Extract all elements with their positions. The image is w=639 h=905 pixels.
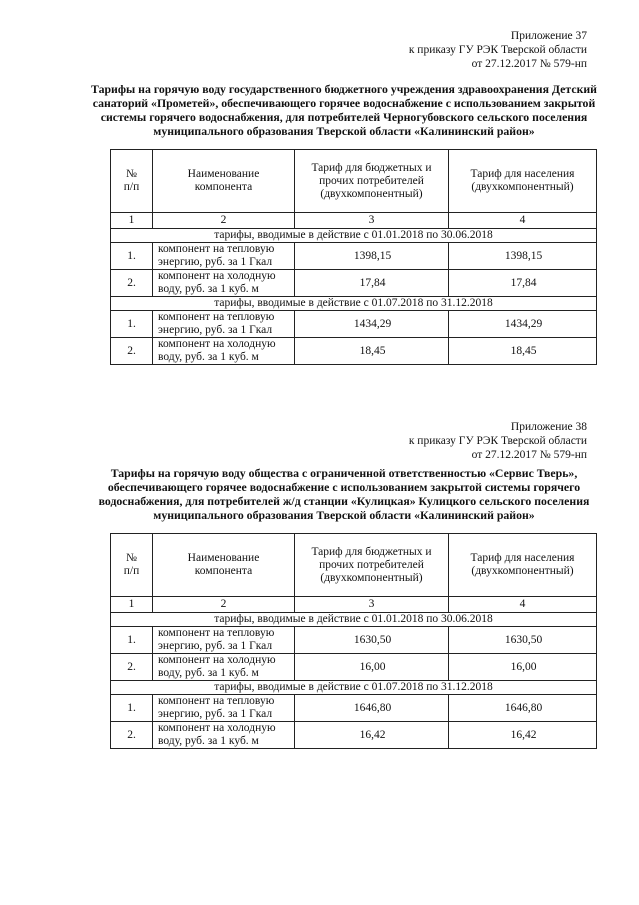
component-name: компонент на тепловую энергию, руб. за 1 Гкал	[153, 695, 295, 722]
period-label: тарифы, вводимые в действие с 01.01.2018 по 30.06.2018	[111, 613, 597, 627]
appendix-order-ref: к приказу ГУ РЭК Тверской области	[408, 44, 587, 56]
period-label: тарифы, вводимые в действие с 01.07.2018 по 31.12.2018	[111, 681, 597, 695]
title-line: санаторий «Прометей», обеспечивающего горячее водоснабжение с использованием закрытой	[92, 96, 596, 110]
period-row	[111, 613, 597, 627]
document-title	[88, 466, 600, 522]
table-row	[111, 311, 597, 338]
header-number: № п/п	[111, 534, 153, 597]
header-number: № п/п	[111, 150, 153, 213]
tariff-population-value: 17,84	[449, 270, 597, 297]
header-tariff-population: Тариф для населения (двухкомпонентный)	[449, 150, 597, 213]
column-number: 2	[153, 213, 295, 229]
table-row	[111, 243, 597, 270]
appendix-number: Приложение 37	[510, 30, 587, 42]
title-line: обеспечивающего горячее водоснабжение с использованием закрытой системы горячего	[107, 480, 581, 494]
tariff-population-value: 1398,15	[449, 243, 597, 270]
tariff-population-value: 16,42	[449, 722, 597, 749]
component-name: компонент на холодную воду, руб. за 1 куб. м	[153, 270, 295, 297]
period-row	[111, 681, 597, 695]
tariff-budget-value: 1434,29	[295, 311, 449, 338]
component-name: компонент на холодную воду, руб. за 1 куб. м	[153, 338, 295, 365]
period-label: тарифы, вводимые в действие с 01.01.2018 по 30.06.2018	[111, 229, 597, 243]
header-component: Наименование компонента	[153, 534, 295, 597]
tariff-budget-value: 16,00	[295, 654, 449, 681]
column-number: 3	[295, 597, 449, 613]
title-line: муниципального образования Тверской области «Калининский район»	[153, 508, 535, 522]
row-number: 1.	[111, 627, 153, 654]
tariff-table	[110, 149, 597, 365]
component-name: компонент на тепловую энергию, руб. за 1 Гкал	[153, 311, 295, 338]
tariff-budget-value: 16,42	[295, 722, 449, 749]
component-name: компонент на холодную воду, руб. за 1 куб. м	[153, 654, 295, 681]
tariff-budget-value: 1398,15	[295, 243, 449, 270]
column-number: 3	[295, 213, 449, 229]
appendix-order-date: от 27.12.2017 № 579-нп	[471, 449, 587, 461]
tariff-population-value: 1434,29	[449, 311, 597, 338]
table-row	[111, 338, 597, 365]
row-number: 2.	[111, 338, 153, 365]
table-header-row	[111, 534, 597, 597]
row-number: 2.	[111, 270, 153, 297]
row-number: 2.	[111, 722, 153, 749]
row-number: 1.	[111, 311, 153, 338]
row-number: 1.	[111, 243, 153, 270]
title-line: системы горячего водоснабжения, для потребителей Черногубовского сельского поселения	[100, 110, 588, 124]
header-tariff-budget: Тариф для бюджетных и прочих потребителей (двухкомпонентный)	[295, 150, 449, 213]
tariff-table	[110, 533, 597, 749]
table-row	[111, 695, 597, 722]
period-row	[111, 297, 597, 311]
row-number: 2.	[111, 654, 153, 681]
tariff-population-value: 1630,50	[449, 627, 597, 654]
period-row	[111, 229, 597, 243]
tariff-budget-value: 1646,80	[295, 695, 449, 722]
period-label: тарифы, вводимые в действие с 01.07.2018 по 31.12.2018	[111, 297, 597, 311]
tariff-budget-value: 18,45	[295, 338, 449, 365]
column-number-row	[111, 597, 597, 613]
column-number: 4	[449, 597, 597, 613]
tariff-population-value: 1646,80	[449, 695, 597, 722]
header-tariff-population: Тариф для населения (двухкомпонентный)	[449, 534, 597, 597]
header-tariff-budget: Тариф для бюджетных и прочих потребителей (двухкомпонентный)	[295, 534, 449, 597]
table-row	[111, 722, 597, 749]
title-line: водоснабжения, для потребителей ж/д станции «Кулицкая» Кулицкого сельского поселения	[98, 494, 590, 508]
appendix-number: Приложение 38	[510, 421, 587, 433]
column-number: 1	[111, 597, 153, 613]
table-row	[111, 270, 597, 297]
column-number: 2	[153, 597, 295, 613]
row-number: 1.	[111, 695, 153, 722]
component-name: компонент на холодную воду, руб. за 1 куб. м	[153, 722, 295, 749]
tariff-budget-value: 17,84	[295, 270, 449, 297]
column-number-row	[111, 213, 597, 229]
table-row	[111, 654, 597, 681]
component-name: компонент на тепловую энергию, руб. за 1 Гкал	[153, 627, 295, 654]
column-number: 4	[449, 213, 597, 229]
appendix-order-ref: к приказу ГУ РЭК Тверской области	[408, 435, 587, 447]
title-line: Тарифы на горячую воду государственного бюджетного учреждения здравоохранения Детский	[91, 82, 597, 96]
appendix-header	[409, 29, 587, 71]
table-row	[111, 627, 597, 654]
title-line: муниципального образования Тверской области «Калининский район»	[153, 124, 535, 138]
tariff-population-value: 16,00	[449, 654, 597, 681]
component-name: компонент на тепловую энергию, руб. за 1 Гкал	[153, 243, 295, 270]
column-number: 1	[111, 213, 153, 229]
title-line: Тарифы на горячую воду общества с ограниченной ответственностью «Сервис Тверь»,	[110, 466, 578, 480]
tariff-population-value: 18,45	[449, 338, 597, 365]
tariff-budget-value: 1630,50	[295, 627, 449, 654]
appendix-header	[409, 420, 587, 462]
appendix-order-date: от 27.12.2017 № 579-нп	[471, 58, 587, 70]
header-component: Наименование компонента	[153, 150, 295, 213]
table-header-row	[111, 150, 597, 213]
document-title	[88, 82, 600, 138]
